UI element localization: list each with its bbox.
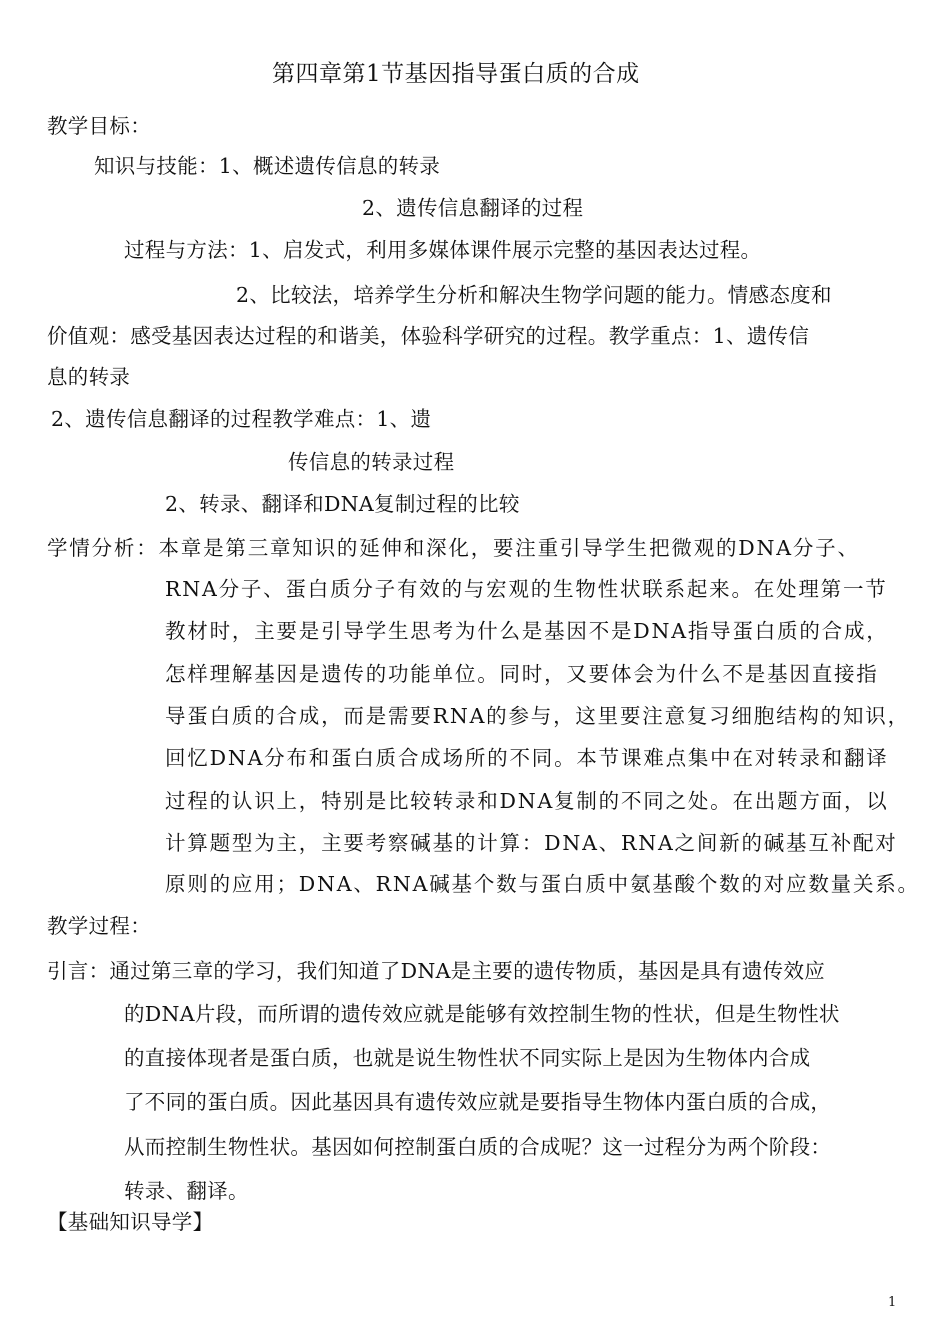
paragraph-line: 的直接体现者是蛋白质，也就是说生物性状不同实际上是因为生物体内合成 <box>124 1046 811 1070</box>
heading-teaching-goals: 教学目标： <box>47 114 151 138</box>
paragraph-line: 教材时，主要是引导学生思考为什么是基因不是DNA指导蛋白质的合成， <box>165 619 889 643</box>
paragraph-line: 2、遗传信息翻译的过程 <box>362 196 584 220</box>
paragraph-line: 计算题型为主，主要考察碱基的计算：DNA、RNA之间新的碱基互补配对 <box>165 831 898 855</box>
paragraph-line: 引言：通过第三章的学习，我们知道了DNA是主要的遗传物质，基因是具有遗传效应 <box>47 959 826 983</box>
paragraph-line: 从而控制生物性状。基因如何控制蛋白质的合成呢？这一过程分为两个阶段： <box>124 1135 832 1159</box>
paragraph-line: 过程与方法：1、启发式，利用多媒体课件展示完整的基因表达过程。 <box>124 238 762 262</box>
paragraph-line: 过程的认识上，特别是比较转录和DNA复制的不同之处。在出题方面，以 <box>165 789 889 813</box>
paragraph-line: 原则的应用；DNA、RNA碱基个数与蛋白质中氨基酸个数的对应数量关系。 <box>165 872 920 896</box>
paragraph-line: 知识与技能：1、概述遗传信息的转录 <box>94 154 441 178</box>
paragraph-line: 的DNA片段，而所谓的遗传效应就是能够有效控制生物的性状，但是生物性状 <box>124 1002 840 1026</box>
page-title: 第四章第1节基因指导蛋白质的合成 <box>272 61 640 87</box>
paragraph-line: 怎样理解基因是遗传的功能单位。同时，又要体会为什么不是基因直接指 <box>165 662 879 686</box>
paragraph-line: 2、遗传信息翻译的过程教学难点：1、遗 <box>51 407 432 431</box>
paragraph-line: 了不同的蛋白质。因此基因具有遗传效应就是要指导生物体内蛋白质的合成， <box>124 1090 832 1114</box>
paragraph-line: 转录、翻译。 <box>124 1179 249 1203</box>
paragraph-line: 回忆DNA分布和蛋白质合成场所的不同。本节课难点集中在对转录和翻译 <box>165 746 889 770</box>
paragraph-line: 息的转录 <box>47 365 131 389</box>
paragraph-line: RNA分子、蛋白质分子有效的与宏观的生物性状联系起来。在处理第一节 <box>165 577 888 601</box>
paragraph-line: 导蛋白质的合成，而是需要RNA的参与，这里要注意复习细胞结构的知识， <box>165 704 910 728</box>
paragraph-line: 2、比较法，培养学生分析和解决生物学问题的能力。情感态度和 <box>236 283 832 307</box>
paragraph-line: 传信息的转录过程 <box>288 450 455 474</box>
paragraph-line: 价值观：感受基因表达过程的和谐美，体验科学研究的过程。教学重点：1、遗传信 <box>47 324 810 348</box>
page-number: 1 <box>888 1295 897 1310</box>
paragraph-line: 2、转录、翻译和DNA复制过程的比较 <box>165 492 520 516</box>
heading-teaching-process: 教学过程： <box>47 914 151 938</box>
heading-learning-analysis: 学情分析：本章是第三章知识的延伸和深化，要注重引导学生把微观的DNA分子、 <box>47 536 860 560</box>
section-heading-basic-knowledge: 【基础知识导学】 <box>47 1210 214 1234</box>
